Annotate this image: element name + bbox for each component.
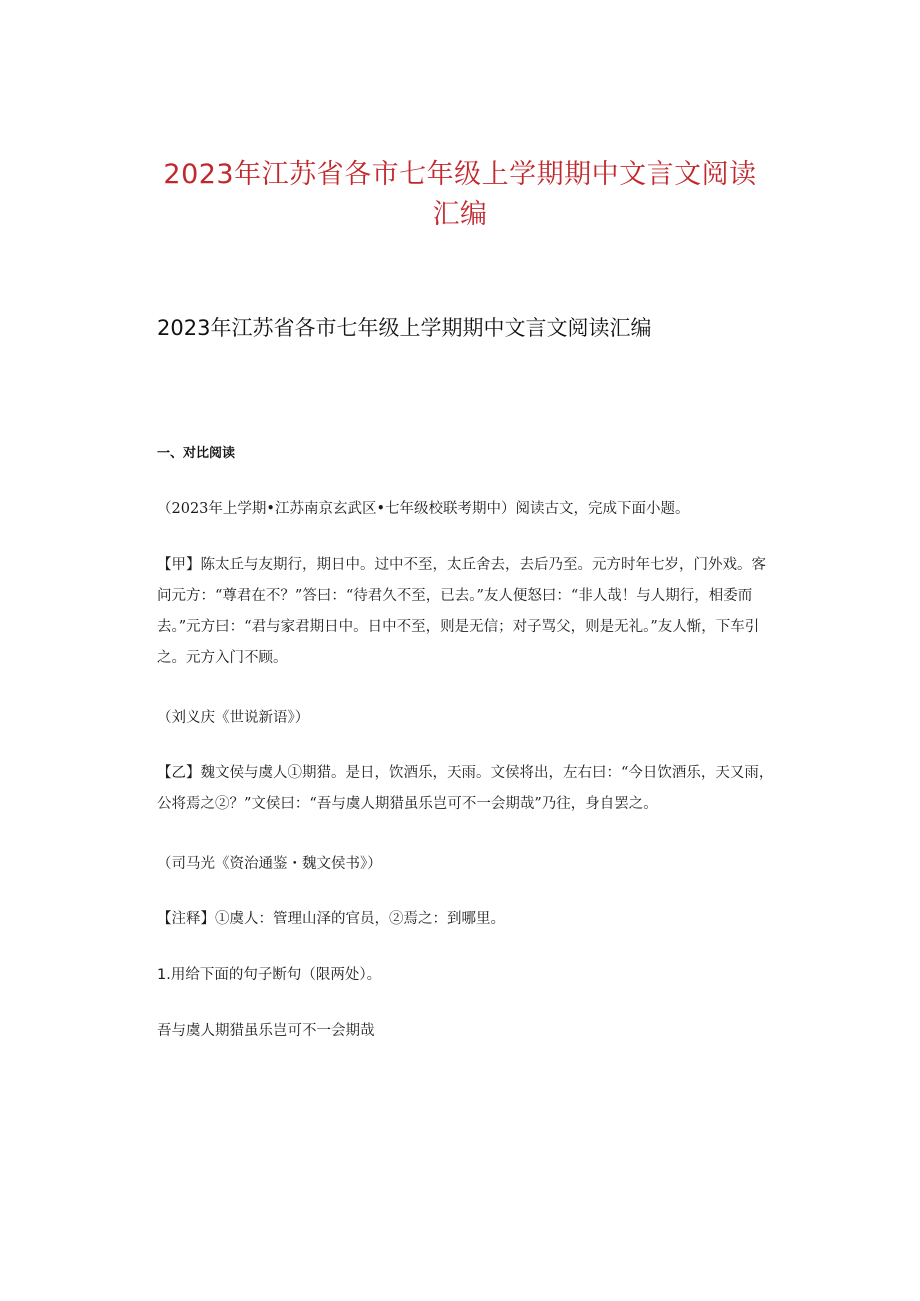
- question-1-sentence: 吾与虞人期猎虽乐岂可不一会期哉: [157, 1023, 375, 1039]
- passage-jia-source: （刘义庆《世说新语》）: [157, 710, 310, 726]
- section-heading: 一、对比阅读: [157, 446, 236, 461]
- passage-jia: 【甲】陈太丘与友期行，期日中。过中不至，太丘舍去，去后乃至。元方时年七岁，门外戏。客问元方：“尊君在不？”答曰：“待君久不至，已去。”友人便怒曰：“非人哉！与人期行，相委而去。”元方曰：“君与家君期日中。日中不至，则是无信；对子骂父，则是无礼。”友人惭，下车引之。元方入门不顾。: [157, 557, 766, 666]
- document-title: [100, 155, 820, 235]
- passage-yi-source: （司马光《资治通鉴・魏文侯书》）: [157, 856, 382, 872]
- passage-yi: 【乙】魏文侯与虞人①期猎。是日，饮酒乐，天雨。文侯将出，左右曰：“今日饮酒乐，天又雨，公将焉之②？”文侯曰：“吾与虞人期猎虽乐岂可不一会期哉”乃往，身自罢之。: [157, 765, 774, 812]
- title-line-1: 2023年江苏省各市七年级上学期期中文言文阅读: [163, 159, 757, 190]
- source-line: （2023年上学期•江苏南京玄武区•七年级校联考期中）阅读古文，完成下面小题。: [157, 501, 690, 517]
- question-1: 1.用给下面的句子断句（限两处）。: [157, 967, 382, 983]
- document-subtitle: 2023年江苏省各市七年级上学期期中文言文阅读汇编: [157, 316, 652, 340]
- annotation-notes: 【注释】①虞人：管理山泽的官员，②焉之：到哪里。: [157, 911, 505, 927]
- title-line-2: 汇编: [432, 199, 488, 230]
